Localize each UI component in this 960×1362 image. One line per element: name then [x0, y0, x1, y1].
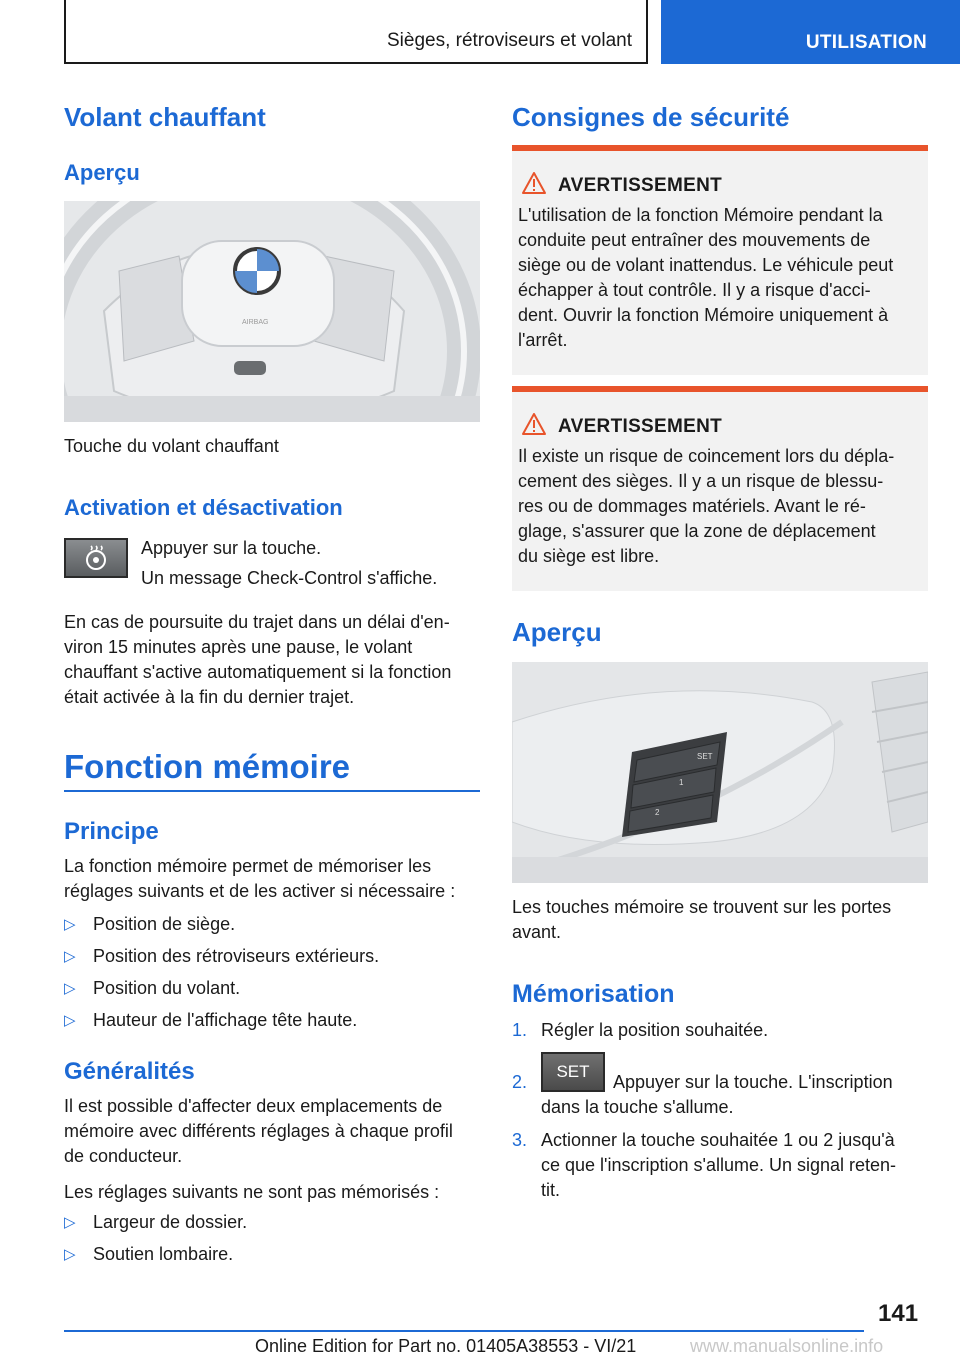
text-line: échapper à tout contrôle. Il y a risque d'acci- — [518, 280, 871, 300]
memory-key-2-label: 2 — [655, 808, 660, 817]
footer-rule — [64, 1330, 864, 1332]
text-line: chauffant s'active automatiquement si la fonction — [64, 662, 452, 682]
text-line: Les touches mémoire se trouvent sur les portes — [512, 897, 892, 917]
warning-text — [518, 444, 922, 569]
text-line: était activée à la fin du dernier trajet. — [64, 687, 355, 707]
principle-paragraph — [64, 854, 455, 904]
heated-wheel-button — [64, 538, 128, 578]
text-line: res ou de dommages matériels. Avant le ré- — [518, 496, 866, 516]
photo-caption — [512, 895, 891, 945]
heated-wheel-heading: Volant chauffant — [64, 102, 266, 132]
not-stored-intro: Les réglages suivants ne sont pas mémorisés : — [64, 1182, 440, 1202]
text-line: Il est possible d'affecter deux emplacements de — [64, 1096, 443, 1116]
heading-rule — [64, 790, 480, 792]
text-line: dent. Ouvrir la fonction Mémoire uniquement à — [518, 305, 889, 325]
triangle-bullet-icon: ▷ — [64, 1214, 76, 1231]
text-line: Il existe un risque de coincement lors du dépla- — [518, 446, 895, 466]
text-line: cement des sièges. Il y a un risque de blessu- — [518, 471, 884, 491]
section-title: UTILISATION — [805, 32, 927, 53]
door-memory-buttons-illustration — [512, 662, 928, 883]
set-button: SET — [541, 1052, 605, 1092]
heated-steering-wheel-icon — [82, 544, 110, 572]
steering-wheel-illustration — [64, 201, 480, 422]
step-number: 1. — [512, 1020, 528, 1040]
page-number: 141 — [878, 1300, 919, 1327]
memory-function-heading: Fonction mémoire — [64, 748, 351, 785]
text-line: avant. — [512, 922, 562, 942]
warning-title: AVERTISSEMENT — [558, 416, 723, 437]
step-text: Appuyer sur la touche. L'inscription — [613, 1072, 893, 1092]
continuation-paragraph — [64, 610, 451, 710]
memory-buttons-photo — [512, 662, 928, 883]
warning-box-2 — [512, 386, 928, 591]
step-text: Régler la position souhaitée. — [541, 1020, 769, 1040]
step-number: 3. — [512, 1130, 528, 1150]
text-line: du siège est libre. — [518, 546, 660, 566]
overview-heading: Aperçu — [64, 160, 140, 185]
warning-triangle-icon — [521, 171, 547, 195]
triangle-bullet-icon: ▷ — [64, 980, 76, 997]
triangle-bullet-icon: ▷ — [64, 948, 76, 965]
list-item-text: Soutien lombaire. — [93, 1244, 234, 1264]
step-number: 2. — [512, 1072, 528, 1092]
warning-box-1 — [512, 145, 928, 375]
list-item-text: Hauteur de l'affichage tête haute. — [93, 1010, 358, 1030]
text-line: tit. — [541, 1180, 561, 1200]
svg-text:AIRBAG: AIRBAG — [242, 319, 269, 326]
triangle-bullet-icon: ▷ — [64, 1246, 76, 1263]
safety-heading: Consignes de sécurité — [512, 102, 790, 132]
memory-key-1-label: 1 — [679, 778, 684, 787]
activation-heading: Activation et désactivation — [64, 495, 343, 520]
text-line: viron 15 minutes après une pause, le volant — [64, 637, 413, 657]
storing-heading: Mémorisation — [512, 980, 675, 1008]
warning-text — [518, 203, 922, 353]
activation-step-1: Appuyer sur la touche. — [141, 538, 322, 558]
text-line: glage, s'assurer que la zone de déplacement — [518, 521, 876, 541]
list-item-text: Largeur de dossier. — [93, 1212, 248, 1232]
photo-caption: Touche du volant chauffant — [64, 436, 279, 456]
general-paragraph — [64, 1094, 453, 1169]
warning-triangle-icon — [521, 412, 547, 436]
section-tab — [661, 0, 960, 64]
step-text: dans la touche s'allume. — [541, 1097, 734, 1117]
text-line: l'arrêt. — [518, 330, 568, 350]
step-text — [541, 1128, 896, 1203]
text-line: conduite peut entraîner des mouvements de — [518, 230, 871, 250]
text-line: Actionner la touche souhaitée 1 ou 2 jusqu'à — [541, 1130, 895, 1150]
triangle-bullet-icon: ▷ — [64, 1012, 76, 1029]
principle-heading: Principe — [64, 818, 159, 845]
text-line: En cas de poursuite du trajet dans un délai d'en- — [64, 612, 450, 632]
list-item-text: Position des rétroviseurs extérieurs. — [93, 946, 380, 966]
chapter-title: Sièges, rétroviseurs et volant — [386, 30, 632, 51]
text-line: réglages suivants et de les activer si nécessaire : — [64, 881, 456, 901]
text-line: mémoire avec différents réglages à chaque profil — [64, 1121, 453, 1141]
list-item-text: Position du volant. — [93, 978, 241, 998]
chapter-header — [64, 0, 648, 64]
text-line: de conducteur. — [64, 1146, 183, 1166]
general-heading: Généralités — [64, 1058, 195, 1085]
overview-heading: Aperçu — [512, 617, 602, 647]
text-line: L'utilisation de la fonction Mémoire pendant la — [518, 205, 883, 225]
warning-title: AVERTISSEMENT — [558, 175, 723, 196]
edition-info: Online Edition for Part no. 01405A38553 - VI/21 — [255, 1336, 637, 1356]
triangle-bullet-icon: ▷ — [64, 916, 76, 933]
text-line: La fonction mémoire permet de mémoriser les — [64, 856, 432, 876]
text-line: siège ou de volant inattendus. Le véhicule peut — [518, 255, 894, 275]
text-line: ce que l'inscription s'allume. Un signal reten- — [541, 1155, 897, 1175]
steering-wheel-photo — [64, 201, 480, 422]
list-item-text: Position de siège. — [93, 914, 236, 934]
watermark: www.manualsonline.info — [690, 1336, 884, 1356]
set-key-label: SET — [697, 752, 713, 761]
activation-step-2: Un message Check-Control s'affiche. — [141, 568, 438, 588]
